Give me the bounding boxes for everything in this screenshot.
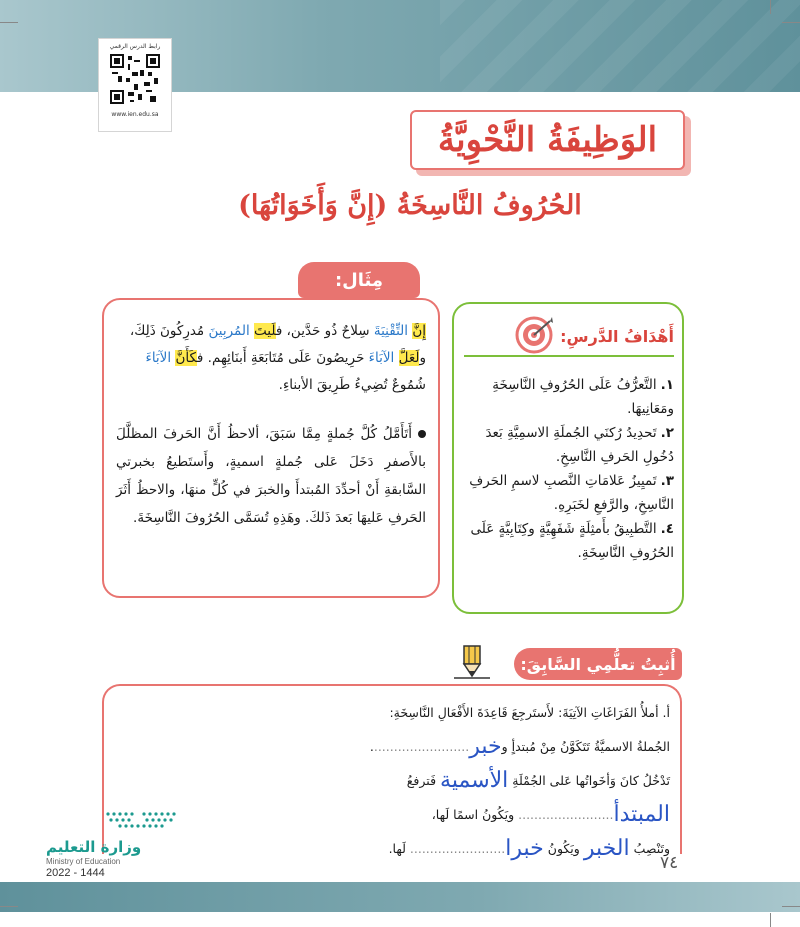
header-pattern [440,0,800,92]
example-instruction [116,420,426,532]
example-line [116,345,426,372]
goal-item [462,421,674,469]
crop-mark [782,22,800,23]
goals-title: أَهْدَافُ الدَّرسِ: [560,327,674,346]
goals-divider [464,355,674,357]
handwritten-answer[interactable]: الخبر [583,836,630,861]
goal-number: ٢. [660,425,674,441]
instruction-text: أَتَأَمَّلُ كُلَّ جُملةٍ مِمَّا سَبَقَ، ألاحظُ أَنَّ الحَرفَ المظلَّلَ بالأَصفرِ دَخَلَ عَلى جُملةٍ اسميةٍ، وأَستَطيعُ بخبرتي السَّابقةِ أَنْ أحدِّدَ المُبتدأَ والخبرَ في كُلٍّ منهَا، والاحظُ أَثَرَ الحَرفِ عَليهَا بَعدَ ذَلكَ. وهَذِهِ تُسَمَّى الحُرُوفَ النَّاسِخَةَ. [116,426,426,526]
crop-mark [0,906,18,907]
handwritten-answer[interactable]: خبرا [505,836,544,861]
target-icon [514,315,554,355]
goal-item [462,373,674,421]
lesson-subtitle: الحُرُوفُ النَّاسِخَةُ (إِنَّ وَأَخَوَاتُهَا) [238,190,582,221]
goal-number: ٤. [660,521,674,537]
footer-band [0,882,800,912]
text-span: وتَنْصِبُ [633,841,670,856]
lesson-title: الوَظِيفَةُ النَّحْوِيَّةُ [437,120,658,160]
blank-dots: ........................ [518,807,614,822]
page-number: ٧٤ [660,853,679,873]
highlighted-particle: إِنَّ [412,323,426,339]
text-span: فَترفعُ [406,773,437,788]
qr-card[interactable] [98,38,172,132]
highlighted-particle: كَأَنَّ [175,350,197,366]
crop-mark [782,906,800,907]
exercise-line [300,764,670,832]
highlighted-particle: لَعَلَّ [398,350,420,366]
prior-learning-tab [432,644,682,684]
crop-mark [770,913,771,927]
example-tab: مِثَال: [298,262,420,298]
exercise-line: الجُملةُ الاسميَّةُ تَتَكَوَّنُ مِنْ مُبتدأٍ وخبر......................... [369,734,670,759]
text-span: مُدرِكُونَ ذَلِكَ، [129,323,209,339]
goals-list [462,373,674,565]
ministry-name-en: Ministry of Education [46,857,121,866]
goal-text: التَّطبِيقُ بأَمثِلَةٍ شَفَهِيَّةٍ وكِتَابِيَّةٍ عَلَى الحُرُوفِ النَّاسِخَةِ. [470,521,674,561]
noun-in-blue: التِّقْنِيَةَ [373,323,409,339]
example-line [116,318,426,345]
handwritten-answer[interactable]: المبتدأ [613,802,670,827]
exercise-prompt: أ. أملأُ الفَرَاغَاتِ الآتِيَةَ: لأَستَرجِعَ قَاعِدَةَ الأَفْعَالِ النَّاسِخَةِ: [389,705,670,720]
text-span: ويَكُونُ [547,841,580,856]
text-span: الجُملةُ الاسميَّةُ تَتَكَوَّنُ مِنْ مُبتدأٍ و [501,739,670,754]
goal-text: تَميِيزُ عَلامَاتِ النَّصبِ لاسمِ الحَرفِ النَّاسِخِ، والرَّفعِ لخَبَرِهِ. [469,473,674,513]
prior-learning-content [300,696,670,866]
noun-in-blue: المُربِينَ [208,323,250,339]
bullet-icon [418,430,426,438]
noun-in-blue: الآبَاءَ [368,350,395,366]
handwritten-answer[interactable]: الأسمية [440,768,509,793]
blank-dots: ........................ [409,841,506,856]
text-span: ويَكُونُ اسمًا لَها، [431,807,515,822]
text-span: لَها. [388,841,406,856]
crop-mark [0,22,18,23]
qr-code-icon[interactable] [110,54,160,104]
example-sentences [116,318,426,399]
qr-title: رابط الدرس الرقمي [109,43,161,50]
crop-mark [770,0,771,14]
text-span: حَرِيصُونَ عَلَى مُتَابَعَةِ أَبنَائِهِم. ف [196,350,369,366]
exercise-line [300,832,670,866]
goal-text: التَّعرُّفُ عَلَى الحُرُوفِ النَّاسِخَةِ ومَعَانِيهَا. [492,377,674,417]
goal-item [462,517,674,565]
edition-year: 2022 - 1444 [46,867,105,879]
goal-number: ١. [660,377,674,393]
text-span: تَدْخُلُ كانَ وَأخَواتُها عَلى الجُمْلَةِ [512,773,670,788]
noun-in-blue: الآبَاءَ [145,350,172,366]
ministry-name-ar: وزارة التعليم [46,838,142,856]
handwritten-answer[interactable]: خبر [469,734,502,759]
goal-text: تَحدِيدُ رُكنَي الجُملَةِ الاسمِيَّةِ بَعدَ دُخُولِ الحَرفِ النَّاسِخِ. [485,425,674,465]
qr-url[interactable]: www.ien.edu.sa [111,111,159,118]
example-line: شُمُوعٌ تُضِيءُ طَرِيقَ الأبناءِ. [278,377,426,393]
highlighted-particle: لَيتَ [254,323,276,339]
goal-item [462,469,674,517]
lesson-title-box [410,110,685,170]
pencil-icon [450,644,494,684]
ministry-logo-icon [98,808,188,832]
prior-learning-label: أُثبِتُ تعلُّمِي السَّابِقَ: [514,648,682,680]
blank-dots: ........................ [373,739,470,754]
goal-number: ٣. [660,473,674,489]
text-span: و [419,350,426,366]
text-span [394,350,398,366]
goals-header [452,315,684,359]
text-span: سِلاحٌ ذُو حَدَّين، ف [275,323,374,339]
